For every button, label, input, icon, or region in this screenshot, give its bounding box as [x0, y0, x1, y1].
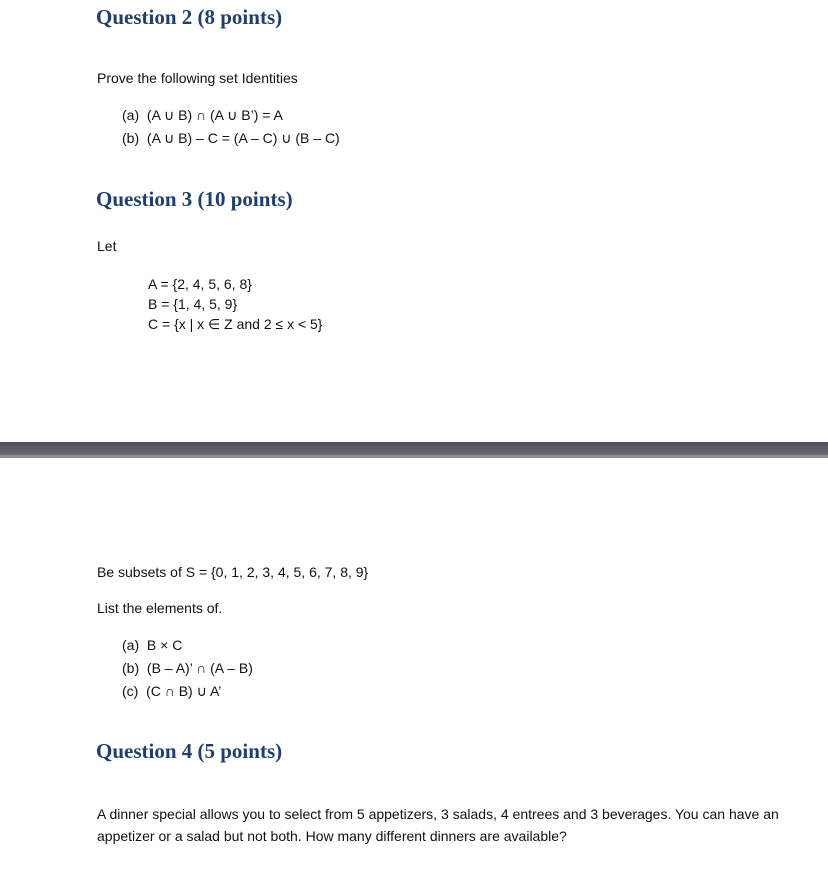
item-label: (c) — [122, 683, 139, 699]
q3-item-a — [122, 637, 182, 653]
set-b-definition: B = {1, 4, 5, 9} — [148, 296, 238, 312]
question-4-body: A dinner special allows you to select from 5 appetizers, 3 salads, 4 entrees and 3 beverages. You can have an appetizer or a salad but not both. How many different dinners are available? — [97, 806, 779, 844]
let-label: Let — [97, 238, 117, 254]
item-expression: B × C — [146, 637, 183, 653]
set-c-definition: C = {x | x ∈ Z and 2 ≤ x < 5} — [148, 316, 323, 332]
question-3-title: Question 3 (10 points) — [96, 187, 293, 211]
q2-item-a — [122, 107, 283, 124]
item-expression: (B – A)’ ∩ (A – B) — [146, 660, 253, 676]
item-expression: (A ∪ B) ∩ (A ∪ B’) = A — [146, 107, 283, 123]
item-label: (b) — [122, 660, 140, 676]
item-label: (a) — [122, 107, 140, 123]
list-elements-instruction: List the elements of. — [97, 600, 223, 616]
item-expression: (C ∩ B) ∪ A’ — [146, 683, 222, 699]
question-2-title: Question 2 (8 points) — [96, 5, 283, 29]
item-label: (b) — [122, 130, 140, 146]
subsets-statement: Be subsets of S = {0, 1, 2, 3, 4, 5, 6, 7, 8, 9} — [97, 564, 369, 580]
question-2-intro: Prove the following set Identities — [97, 70, 298, 86]
question-4-title: Question 4 (5 points) — [96, 739, 283, 763]
q3-item-b — [122, 660, 253, 676]
q3-item-c — [122, 683, 221, 700]
item-label: (a) — [122, 637, 140, 653]
set-a-definition: A = {2, 4, 5, 6, 8} — [148, 276, 252, 292]
q2-item-b — [122, 130, 340, 147]
page-break-divider — [0, 442, 828, 458]
item-expression: (A ∪ B) – C = (A – C) ∪ (B – C) — [146, 130, 340, 146]
